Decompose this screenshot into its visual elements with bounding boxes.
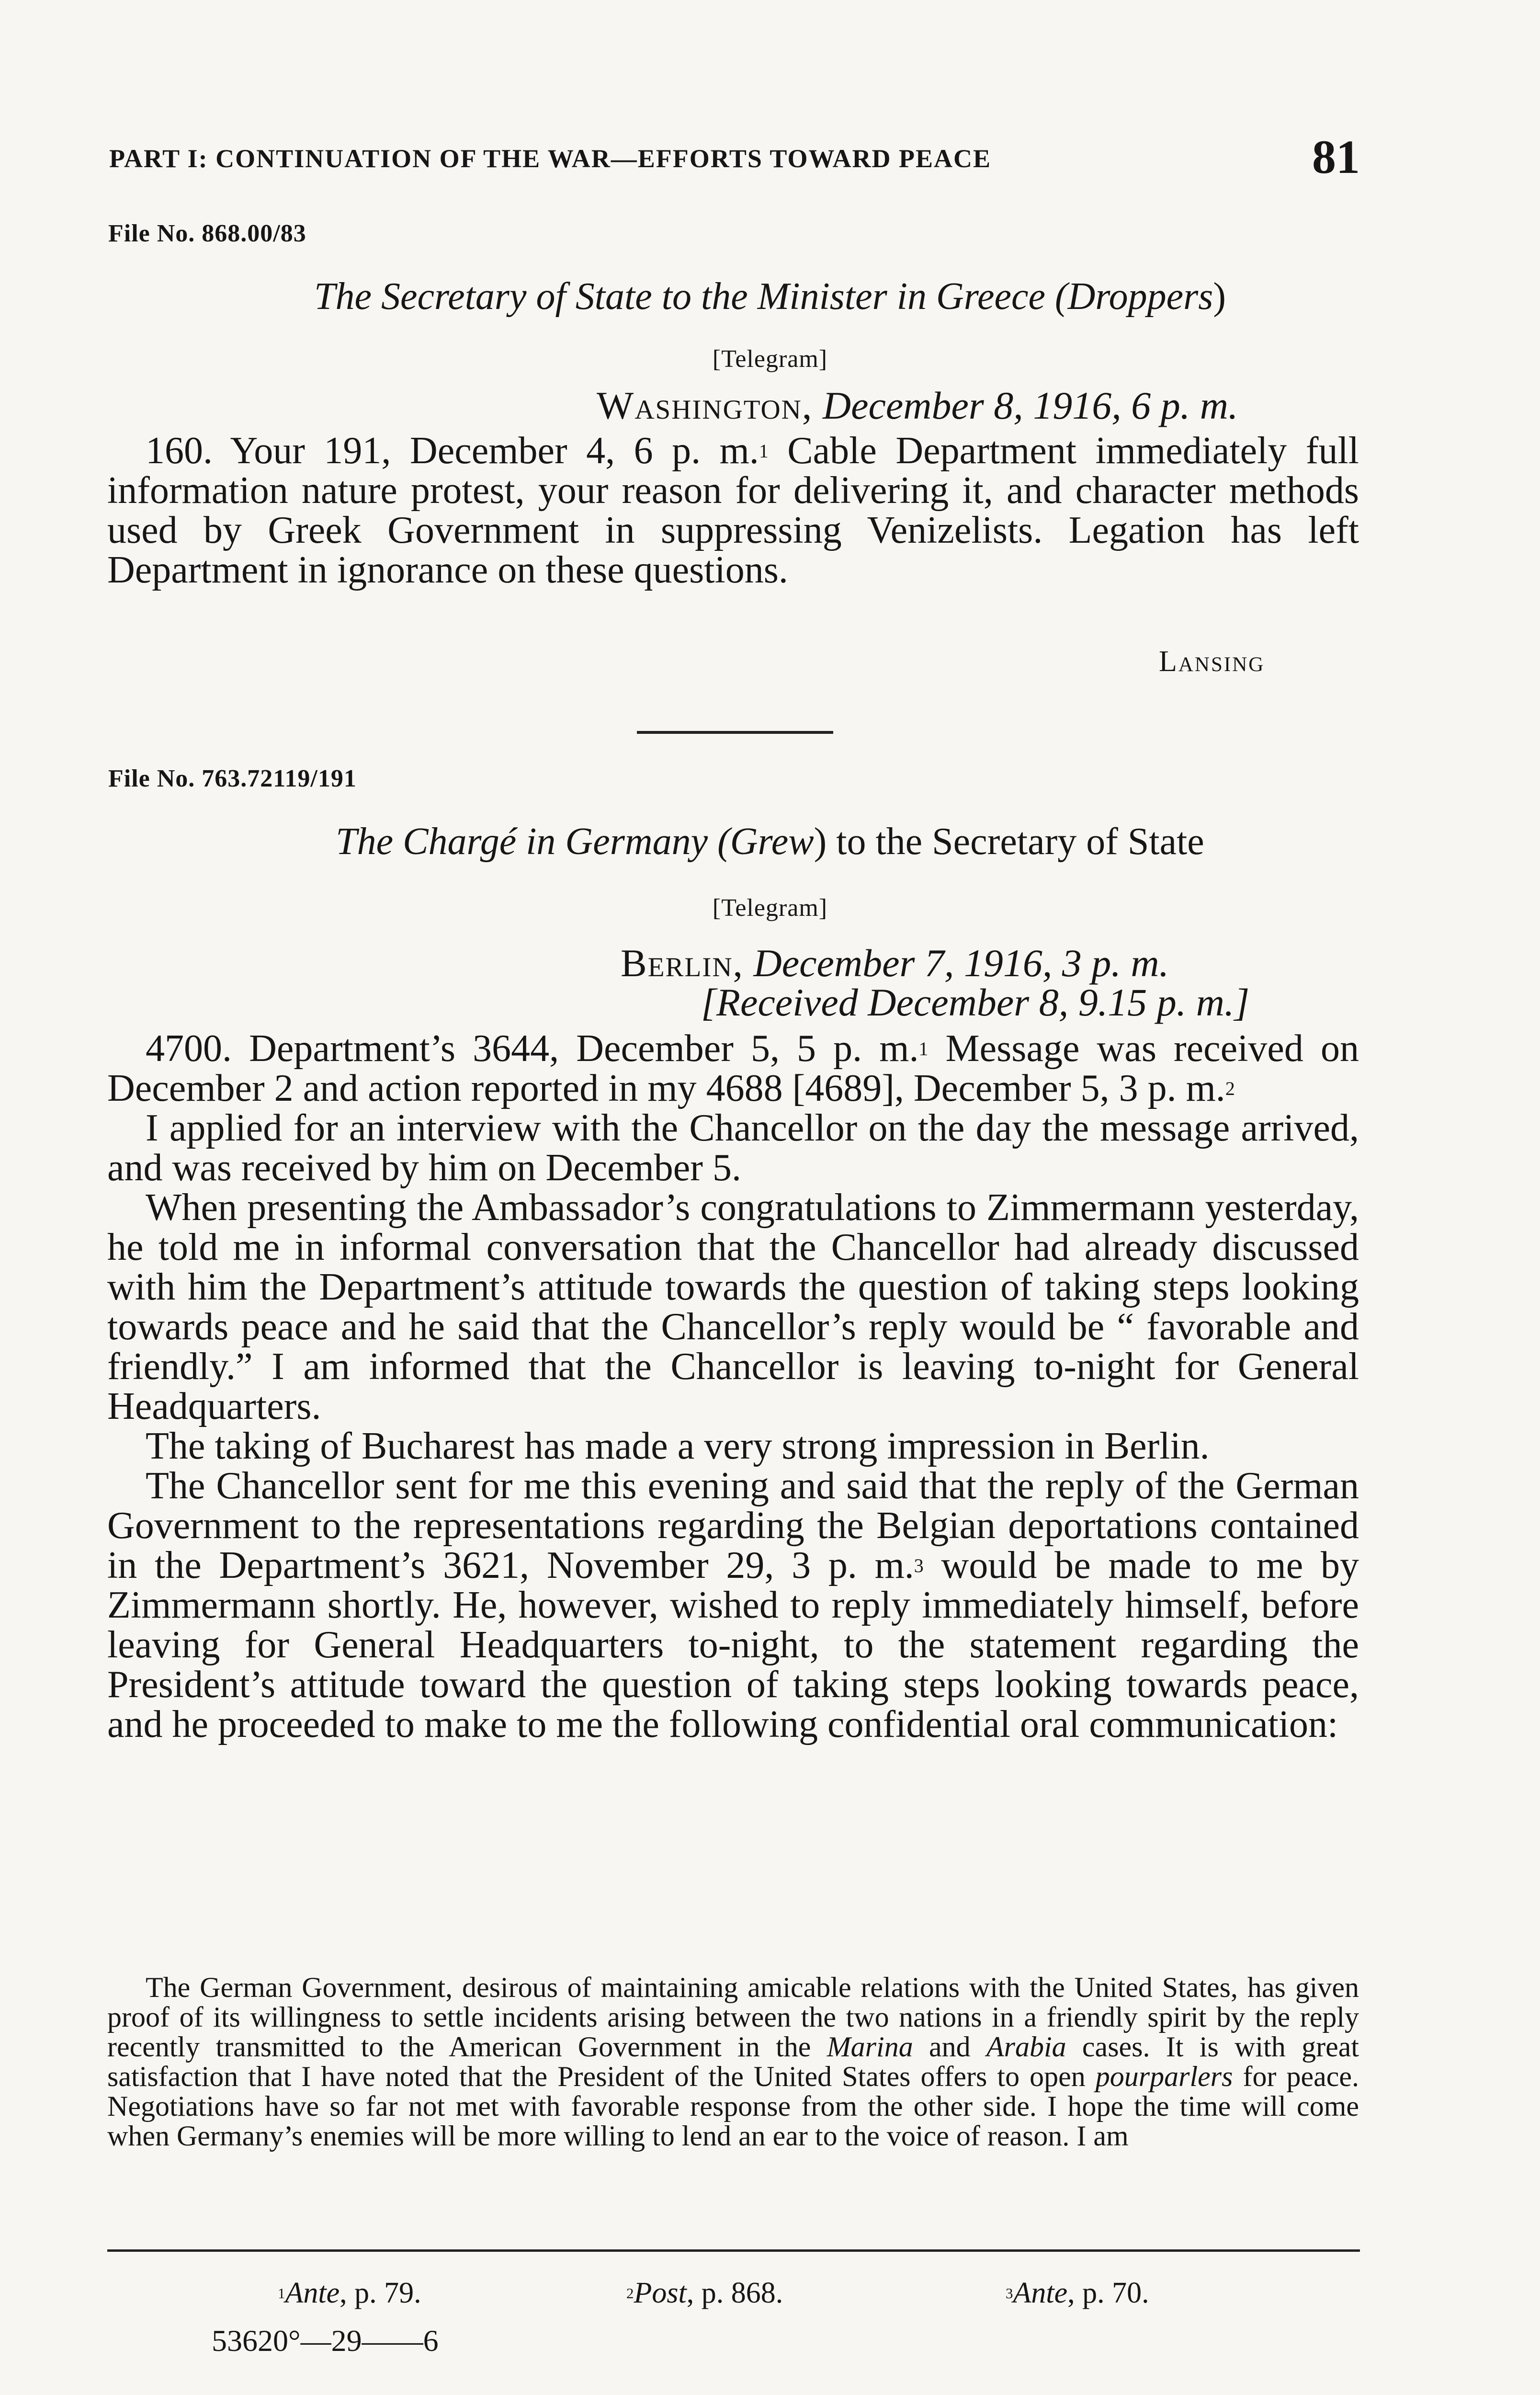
received-line: [Received December 8, 9.15 p. m.] [701, 981, 1250, 1024]
paragraph: The taking of Bucharest has made a very strong impression in Berlin. [146, 1425, 1210, 1467]
paragraph: 4700. Department’s 3644, December 5, 5 p. m.$^1$ Message was received on December 2 and action reported in my 4688 [4689], December 5, 3 p. m.$^2$ [107, 1027, 1359, 1109]
footnote-1: $^1$Ante, p. 79. [278, 2277, 421, 2309]
telegram-label-2: [Telegram] [712, 894, 828, 922]
footnote-rule [107, 2249, 1360, 2252]
printer-mark: 53620°—29——6 [212, 2324, 439, 2358]
footnote-3: $^3$Ante, p. 70. [1006, 2277, 1149, 2309]
page-number: 81 [1312, 130, 1360, 183]
dateline-1: Washington, December 8, 1916, 6 p. m. [597, 384, 1238, 427]
document-title-2: The Chargé in Germany (Grew) to the Secretary of State [336, 821, 1204, 863]
file-number-1: File No. 868.00/83 [108, 220, 306, 247]
paragraph: 160. Your 191, December 4, 6 p. m.$^1$ Cable Department immediately full information nature protest, your reason for delivering it, and character methods used by Greek Government in suppressing Venizelists. Legation has left Department in ignorance on these questions. [107, 430, 1359, 591]
footnote-2: $^2$Post, p. 868. [626, 2277, 783, 2309]
running-header: PART I: CONTINUATION OF THE WAR—EFFORTS TOWARD PEACE [109, 144, 991, 173]
quoted-communication [107, 1973, 1359, 2151]
paragraph: When presenting the Ambassador’s congratulations to Zimmermann yesterday, he told me in informal conversation that the Chancellor had already discussed with him the Department’s attitude towards the question of taking steps looking towards peace and he said that the Chancellor’s reply would be “ favorable and friendly.” I am informed that the Chancellor is leaving to-night for General Headquarters. [107, 1186, 1359, 1427]
file-number-2: File No. 763.72119/191 [108, 765, 357, 792]
document-title-1: The Secretary of State to the Minister in Greece (Droppers) [314, 275, 1226, 318]
message-body-2 [107, 1029, 1359, 1745]
paragraph: I applied for an interview with the Chancellor on the day the message arrived, and was received by him on December 5. [107, 1107, 1359, 1189]
signature-lansing: Lansing [1159, 645, 1265, 678]
section-divider [637, 731, 833, 734]
quote-paragraph: The German Government, desirous of maintaining amicable relations with the United States, has given proof of its willingness to settle incidents arising between the two nations in a friendly spirit by the reply recently transmitted to the American Government in the Marina and Arabia cases. It is with great satisfaction that I have noted that the President of the United States offers to open pourparlers for peace. Negotiations have so far not met with favorable response from the other side. I hope the time will come when Germany’s enemies will be more willing to lend an ear to the voice of reason. I am [107, 1972, 1359, 2152]
paragraph: The Chancellor sent for me this evening and said that the reply of the German Government to the representations regarding the Belgian deportations contained in the Department’s 3621, November 29, 3 p. m.$^3$ would be made to me by Zimmermann shortly. He, however, wished to reply immediately himself, before leaving for General Headquarters to-night, to the statement regarding the President’s attitude toward the question of taking steps looking towards peace, and he proceeded to make to me the following confidential oral communication: [107, 1465, 1359, 1745]
telegram-label-1: [Telegram] [712, 345, 828, 373]
message-body-1 [107, 431, 1359, 590]
dateline-2: Berlin, December 7, 1916, 3 p. m. [621, 941, 1169, 985]
